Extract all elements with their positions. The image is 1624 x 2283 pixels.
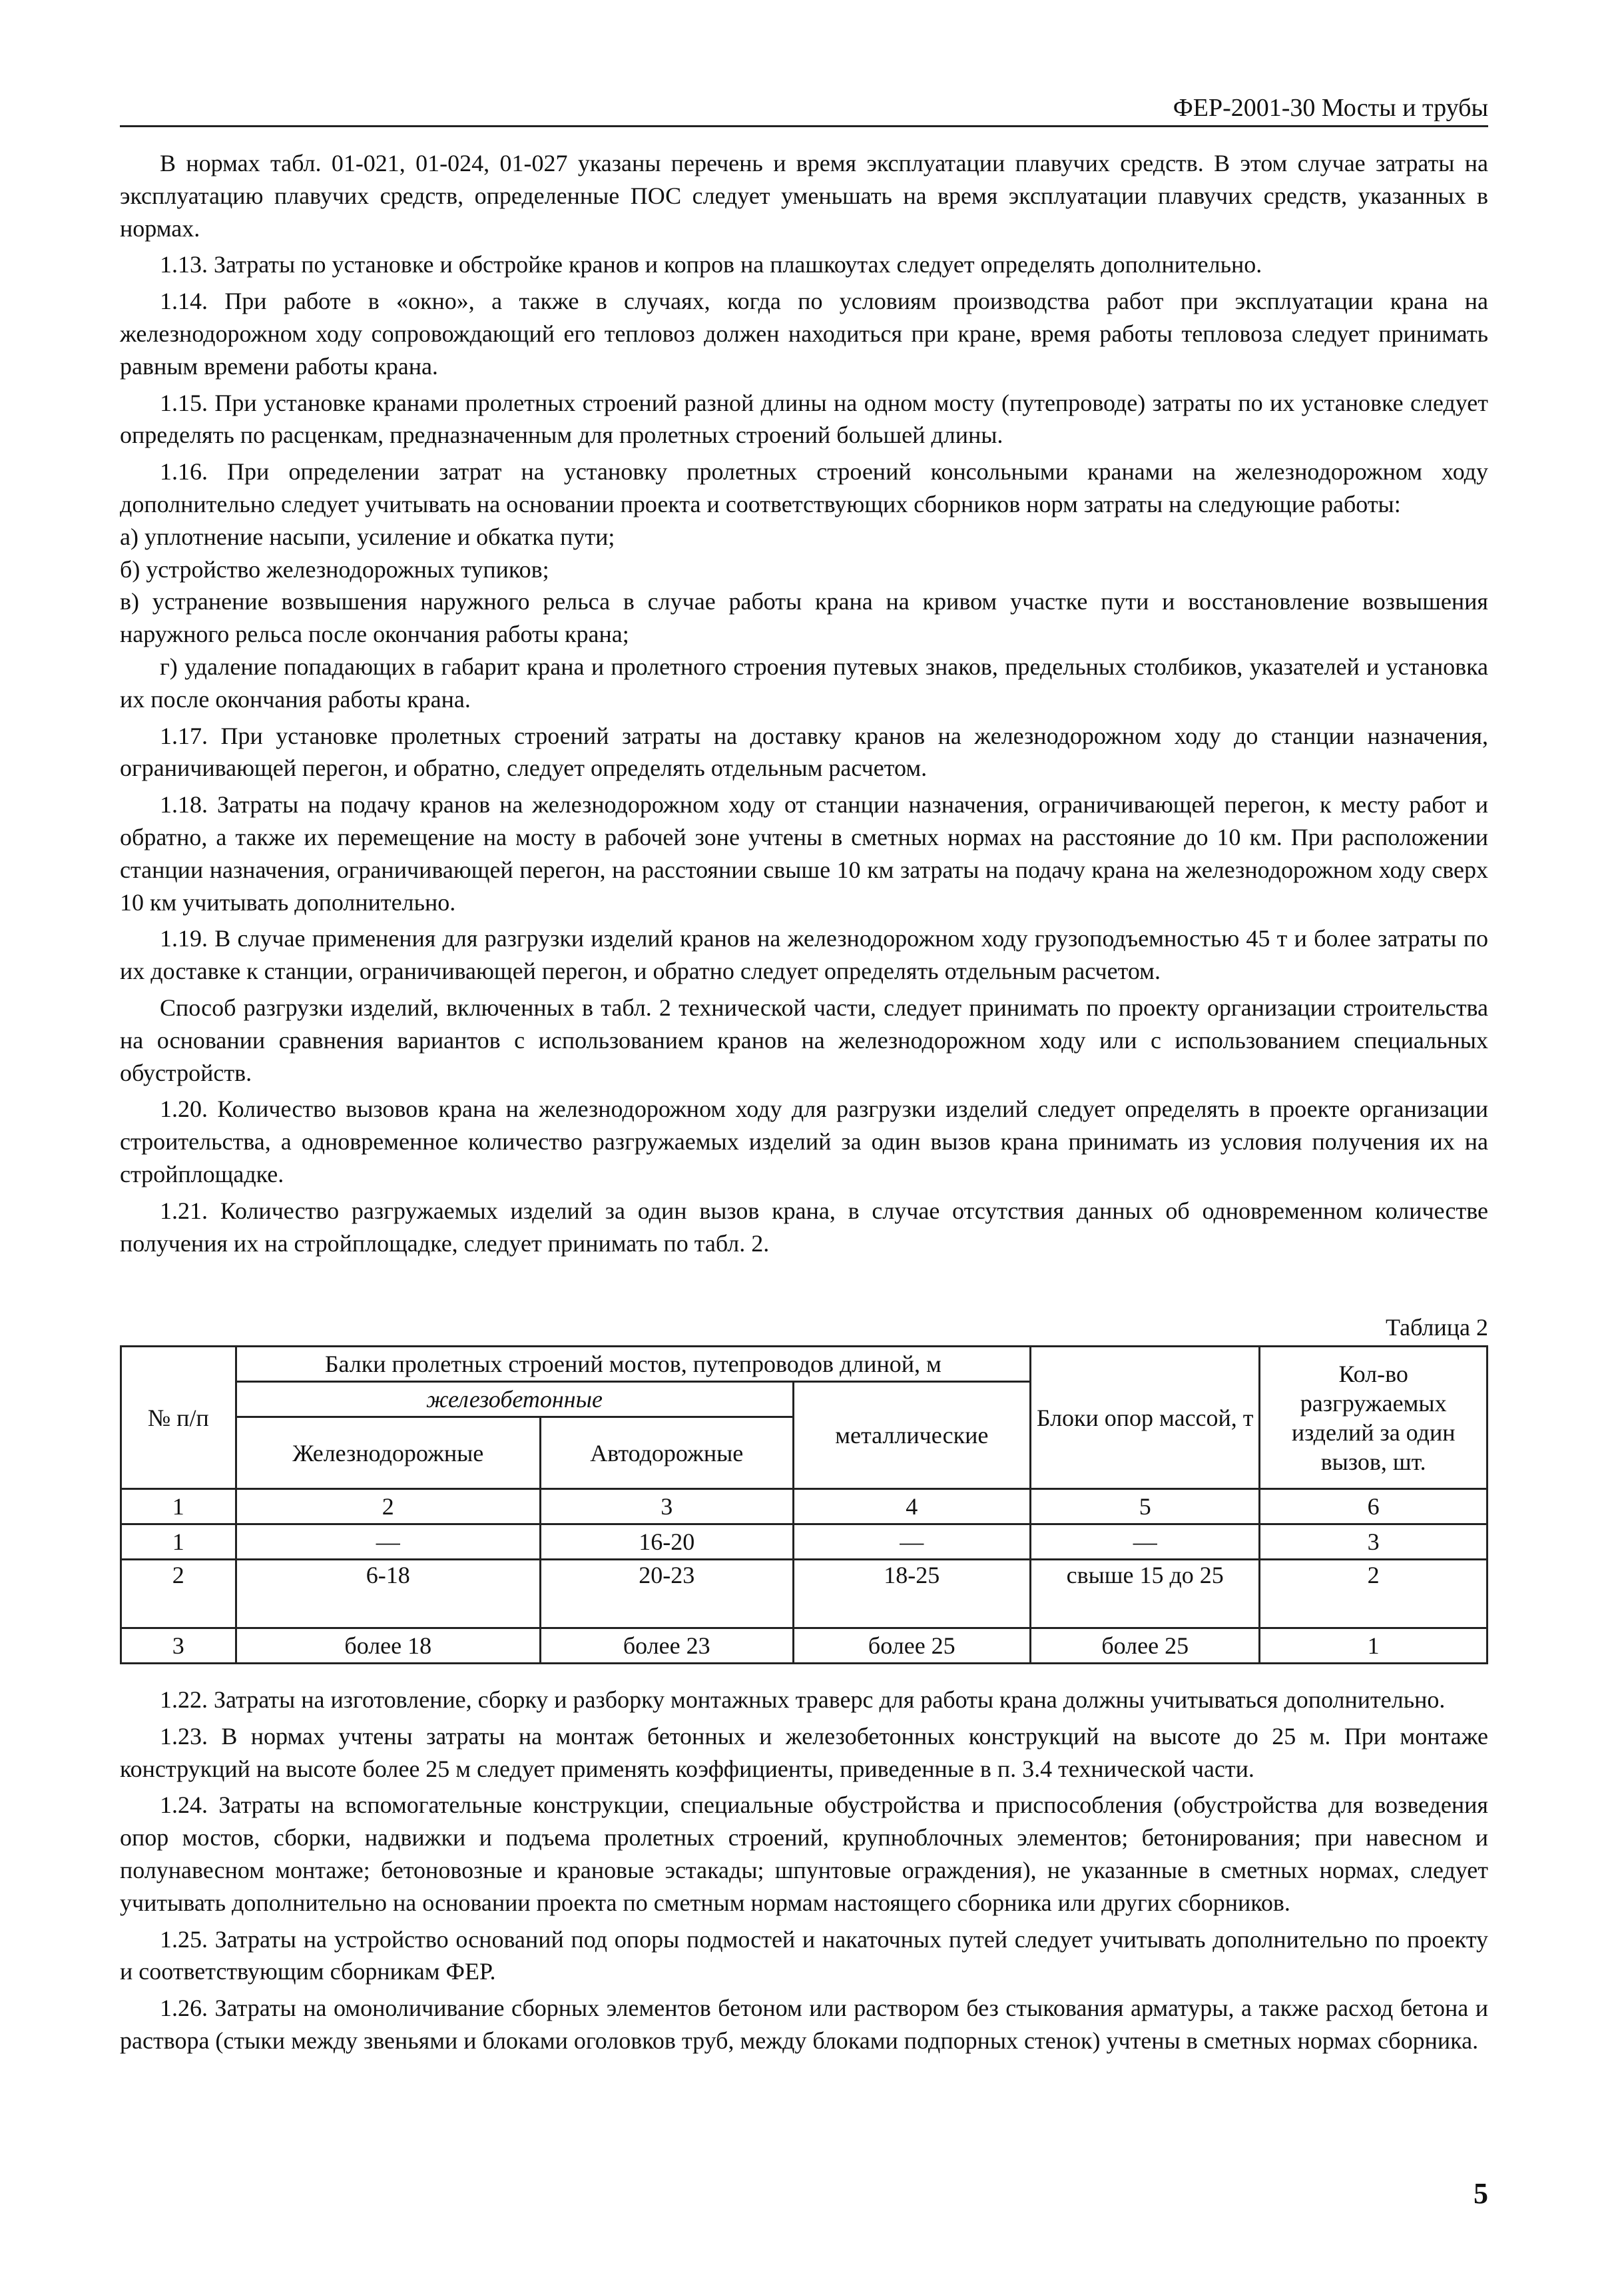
paragraph: 1.20. Количество вызовов крана на железнодорожном ходу для разгрузки изделий следует определять в проекте организации строительства, а одновременное количество разгружаемых изделий за один вызов крана принимать из условия получения их на стройплощадке. <box>120 1096 1488 1187</box>
table-cell: свыше 15 до 25 <box>1031 1560 1260 1628</box>
table-cell: более 23 <box>540 1628 793 1664</box>
table-row <box>121 1524 1488 1560</box>
table-cell: 2 <box>236 1489 540 1524</box>
list-item: а) уплотнение насыпи, усиление и обкатка пути; <box>120 523 615 550</box>
table-cell: 1 <box>1260 1628 1488 1664</box>
header-cell-beams: Балки пролетных строений мостов, путепроводов длиной, м <box>236 1347 1031 1382</box>
header-cell-rc: железобетонные <box>236 1382 793 1417</box>
table-cell: — <box>1031 1524 1260 1560</box>
paragraph: 1.24. Затраты на вспомогательные конструкции, специальные обустройства и приспособления (обустройства для возведения опор мостов, сборки, надвижки и подъема пролетных строений, крупноблочных элементов; бетонирования; при навесном и полунавесном монтаже; бетоновозные и крановые эстакады; шпунтовые ограждения), не указанные в сметных нормах, следует учитывать дополнительно на основании проекта по сметным нормам настоящего сборника или других сборников. <box>120 1792 1488 1916</box>
header-cell-rail: Железнодорожные <box>236 1417 540 1489</box>
paragraph: 1.14. При работе в «окно», а также в случаях, когда по условиям производства работ при эксплуатации крана на железнодорожном ходу сопровождающий его тепловоз должен находиться при кране, время работы тепловоза следует принимать равным времени работы крана. <box>120 288 1488 380</box>
page-number: 5 <box>1474 2177 1488 2210</box>
list-item: б) устройство железнодорожных тупиков; <box>120 555 549 583</box>
table-cell: более 25 <box>1031 1628 1260 1664</box>
header-cell-metal: металлические <box>793 1382 1031 1489</box>
table-cell: 3 <box>121 1628 236 1664</box>
paragraph: 1.23. В нормах учтены затраты на монтаж бетонных и железобетонных конструкций на высоте до 25 м. При монтаже конструкций на высоте более 25 м следует применять коэффициенты, приведенные в п. 3.4 технической части. <box>120 1722 1488 1782</box>
table-cell: 2 <box>121 1560 236 1628</box>
table-cell: 3 <box>1260 1524 1488 1560</box>
paragraph: 1.25. Затраты на устройство оснований под опоры подмостей и накаточных путей следует учитывать дополнительно по проекту и соответствующим сборникам ФЕР. <box>120 1925 1488 1985</box>
table-cell: 2 <box>1260 1560 1488 1628</box>
paragraph: 1.19. В случае применения для разгрузки изделий кранов на железнодорожном ходу грузоподъемностью 45 т и более затраты по их доставке к станции, ограничивающей перегон, и обратно следует определять отдельным расчетом. <box>120 925 1488 985</box>
table-row <box>121 1628 1488 1664</box>
table-cell: 3 <box>540 1489 793 1524</box>
table-cell: 4 <box>793 1489 1031 1524</box>
paragraph: 1.18. Затраты на подачу кранов на железнодорожном ходу от станции назначения, ограничивающей перегон, к месту работ и обратно, а также их перемещение на мосту в рабочей зоне учтены в сметных нормах на расстояние до 10 км. При расположении станции назначения, ограничивающей перегон, на расстоянии свыше 10 км затраты на подачу крана на железнодорожном ходу сверх 10 км учитывать дополнительно. <box>120 791 1488 916</box>
header-cell-num: № п/п <box>121 1347 236 1489</box>
table-cell: — <box>793 1524 1031 1560</box>
table-row-column-numbers <box>121 1489 1488 1524</box>
text-block-top <box>120 143 1488 1259</box>
list-item: г) удаление попадающих в габарит крана и пролетного строения путевых знаков, предельных столбиков, указателей и установка их после окончания работы крана. <box>120 653 1488 713</box>
table-cell: 5 <box>1031 1489 1260 1524</box>
paragraph: 1.21. Количество разгружаемых изделий за один вызов крана, в случае отсутствия данных об одновременном количестве получения их на стройплощадке, следует принимать по табл. 2. <box>120 1197 1488 1257</box>
header-cell-blocks: Блоки опор массой, т <box>1031 1347 1260 1489</box>
paragraph: Способ разгрузки изделий, включенных в табл. 2 технической части, следует принимать по проекту организации строительства на основании сравнения вариантов с использованием кранов на железнодорожном ходу или с использованием специальных обустройств. <box>120 994 1488 1086</box>
table-cell: более 25 <box>793 1628 1031 1664</box>
paragraph: 1.26. Затраты на омоноличивание сборных элементов бетоном или раствором без стыкования арматуры, а также расход бетона и раствора (стыки между звеньями и блоками оголовков труб, между блоками подпорных стенок) учтены в сметных нормах сборника. <box>120 1995 1488 2054</box>
table-cell: более 18 <box>236 1628 540 1664</box>
header-cell-count: Кол-во разгружаемых изделий за один вызов, шт. <box>1260 1347 1488 1489</box>
table-cell: 1 <box>121 1489 236 1524</box>
running-header <box>120 93 1488 127</box>
header-title: ФЕР-2001-30 Мосты и трубы <box>1173 94 1488 122</box>
table-2 <box>120 1345 1488 1664</box>
paragraph: 1.22. Затраты на изготовление, сборку и разборку монтажных траверс для работы крана должны учитываться дополнительно. <box>160 1686 1446 1713</box>
table-cell: — <box>236 1524 540 1560</box>
paragraph: 1.17. При установке пролетных строений затраты на доставку кранов на железнодорожном ходу до станции назначения, ограничивающей перегон, и обратно, следует определять отдельным расчетом. <box>120 722 1488 782</box>
list-item: в) устранение возвышения наружного рельса в случае работы крана на кривом участке пути и восстановление возвышения наружного рельса после окончания работы крана; <box>120 588 1488 648</box>
table-row <box>121 1560 1488 1628</box>
text-block-bottom <box>120 1680 1488 2057</box>
table-cell: 6-18 <box>236 1560 540 1628</box>
table-cell: 16-20 <box>540 1524 793 1560</box>
paragraph: 1.16. При определении затрат на установку пролетных строений консольными кранами на железнодорожном ходу дополнительно следует учитывать на основании проекта и соответствующих сборников норм затраты на следующие работы: <box>120 458 1488 517</box>
table-cell: 1 <box>121 1524 236 1560</box>
paragraph: 1.15. При установке кранами пролетных строений разной длины на одном мосту (путепроводе) затраты по их установке следует определять по расценкам, предназначенным для пролетных строений большей длины. <box>120 389 1488 449</box>
header-cell-road: Автодорожные <box>540 1417 793 1489</box>
paragraph: 1.13. Затраты по установке и обстройке кранов и копров на плашкоутах следует определять дополнительно. <box>160 251 1262 278</box>
paragraph: В нормах табл. 01-021, 01-024, 01-027 указаны перечень и время эксплуатации плавучих средств. В этом случае затраты на эксплуатацию плавучих средств, определенные ПОС следует уменьшать на время эксплуатации плавучих средств, указанных в нормах. <box>120 150 1488 242</box>
table-cell: 18-25 <box>793 1560 1031 1628</box>
table-cell: 20-23 <box>540 1560 793 1628</box>
table-caption: Таблица 2 <box>1386 1314 1488 1341</box>
table-cell: 6 <box>1260 1489 1488 1524</box>
